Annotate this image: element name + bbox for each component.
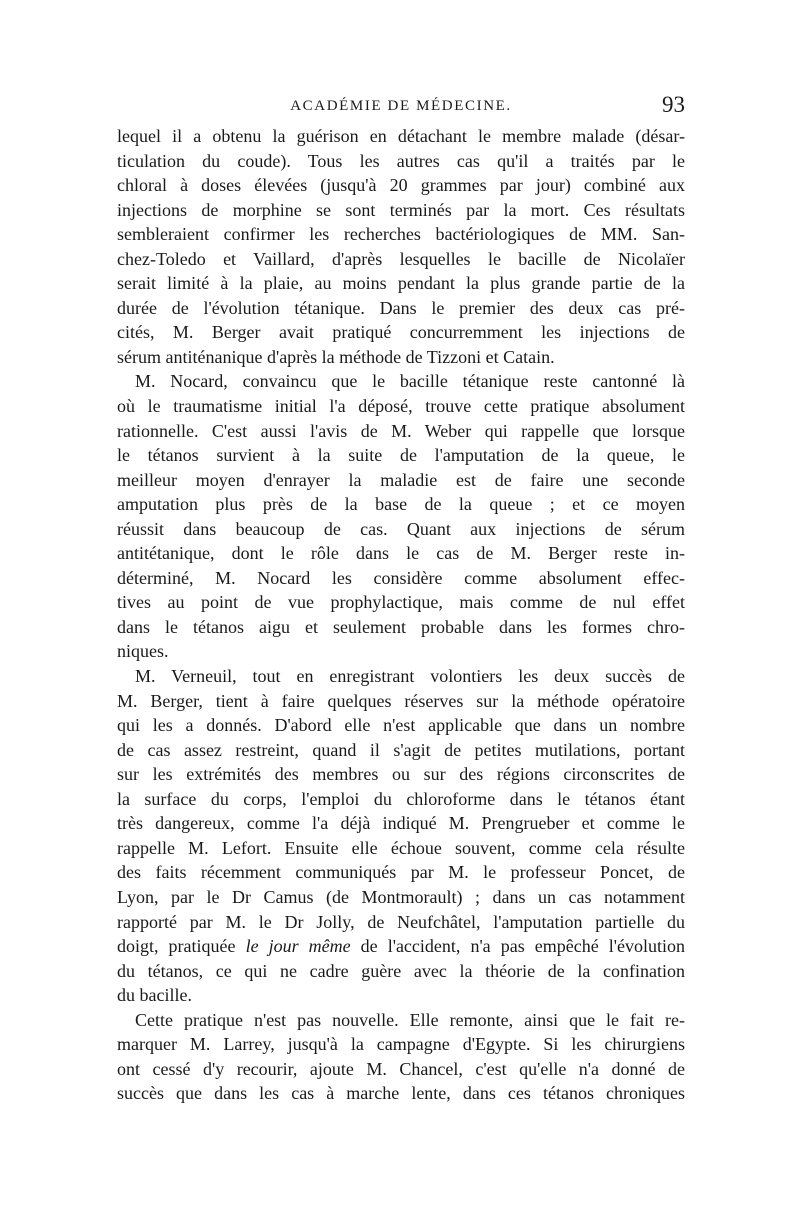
text-line: le tétanos survient à la suite de l'amputation de la queue, le [117, 445, 685, 466]
text-line: Cette pratique n'est pas nouvelle. Elle remonte, ainsi que le fait re- [135, 1009, 685, 1030]
text-line: la surface du corps, l'emploi du chloroforme dans le tétanos étant [117, 788, 685, 809]
text-line: niques. [117, 641, 169, 662]
text-line: très dangereux, comme l'a déjà indiqué M. Prengrueber et comme le [117, 813, 685, 834]
text-line: sérum antiténanique d'après la méthode de Tizzoni et Catain. [117, 346, 555, 367]
body-text [117, 124, 685, 1106]
text-line: injections de morphine se sont terminés par la mort. Ces résultats [117, 199, 685, 220]
text-line: marquer M. Larrey, jusqu'à la campagne d'Egypte. Si les chirurgiens [117, 1034, 685, 1055]
text-line: rapporté par M. le Dr Jolly, de Neufchâtel, l'amputation partielle du [117, 911, 685, 932]
text-line: du bacille. [117, 985, 192, 1006]
text-line: chez-Toledo et Vaillard, d'après lesquelles le bacille de Nicolaïer [117, 248, 685, 269]
text-fragment: doigt, pratiquée [117, 936, 246, 957]
text-line: Lyon, par le Dr Camus (de Montmorault) ; dans un cas notamment [117, 886, 685, 907]
paragraph [117, 664, 685, 1008]
text-line: sembleraient confirmer les recherches bactériologiques de MM. San- [117, 224, 685, 245]
text-line: où le traumatisme initial l'a déposé, trouve cette pratique absolument [117, 396, 685, 417]
paragraph [117, 1008, 685, 1106]
text-line: ticulation du coude). Tous les autres cas qu'il a traités par le [117, 150, 685, 171]
running-title: ACADÉMIE DE MÉDECINE. [290, 98, 512, 114]
text-line: du tétanos, ce qui ne cadre guère avec la théorie de la confination [117, 960, 685, 981]
text-line: meilleur moyen d'enrayer la maladie est de faire une seconde [117, 469, 685, 490]
running-head [117, 92, 685, 120]
text-line: rappelle M. Lefort. Ensuite elle échoue souvent, comme cela résulte [117, 837, 685, 858]
text-line: de cas assez restreint, quand il s'agit de petites mutilations, portant [117, 739, 685, 760]
text-line: réussit dans beaucoup de cas. Quant aux injections de sérum [117, 518, 685, 539]
text-line: antitétanique, dont le rôle dans le cas de M. Berger reste in- [117, 543, 685, 564]
text-line: rationnelle. C'est aussi l'avis de M. Weber qui rappelle que lorsque [117, 420, 685, 441]
text-line: déterminé, M. Nocard les considère comme absolument effec- [117, 567, 685, 588]
text-line: qui les a donnés. D'abord elle n'est applicable que dans un nombre [117, 715, 685, 736]
text-line: tives au point de vue prophylactique, mais comme de nul effet [117, 592, 685, 613]
text-line: M. Nocard, convaincu que le bacille tétanique reste cantonné là [135, 371, 685, 392]
paragraph [117, 369, 685, 664]
text-line: des faits récemment communiqués par M. le professeur Poncet, de [117, 862, 685, 883]
text-line: succès que dans les cas à marche lente, dans ces tétanos chroniques [117, 1083, 685, 1104]
text-line: lequel il a obtenu la guérison en détachant le membre malade (désar- [117, 126, 685, 146]
text-line: durée de l'évolution tétanique. Dans le premier des deux cas pré- [117, 297, 685, 318]
text-line: serait limité à la plaie, au moins pendant la plus grande partie de la [117, 273, 685, 294]
text-line: amputation plus près de la base de la queue ; et ce moyen [117, 494, 685, 515]
italic-phrase: le jour même [245, 936, 351, 957]
paragraph [117, 124, 685, 369]
text-line: ont cessé d'y recourir, ajoute M. Chancel, c'est qu'elle n'a donné de [117, 1058, 685, 1079]
text-line-with-italic [117, 934, 685, 959]
text-line: chloral à doses élevées (jusqu'à 20 grammes par jour) combiné aux [117, 175, 685, 196]
text-fragment: de l'accident, n'a pas empêché l'évolution [350, 936, 685, 957]
text-line: cités, M. Berger avait pratiqué concurremment les injections de [117, 322, 685, 343]
text-line: M. Berger, tient à faire quelques réserves sur la méthode opératoire [117, 690, 685, 711]
page-number: 93 [662, 92, 685, 117]
text-line: sur les extrémités des membres ou sur des régions circonscrites de [117, 764, 685, 785]
text-line: dans le tétanos aigu et seulement probable dans les formes chro- [117, 616, 685, 637]
text-line: M. Verneuil, tout en enregistrant volontiers les deux succès de [135, 666, 685, 687]
